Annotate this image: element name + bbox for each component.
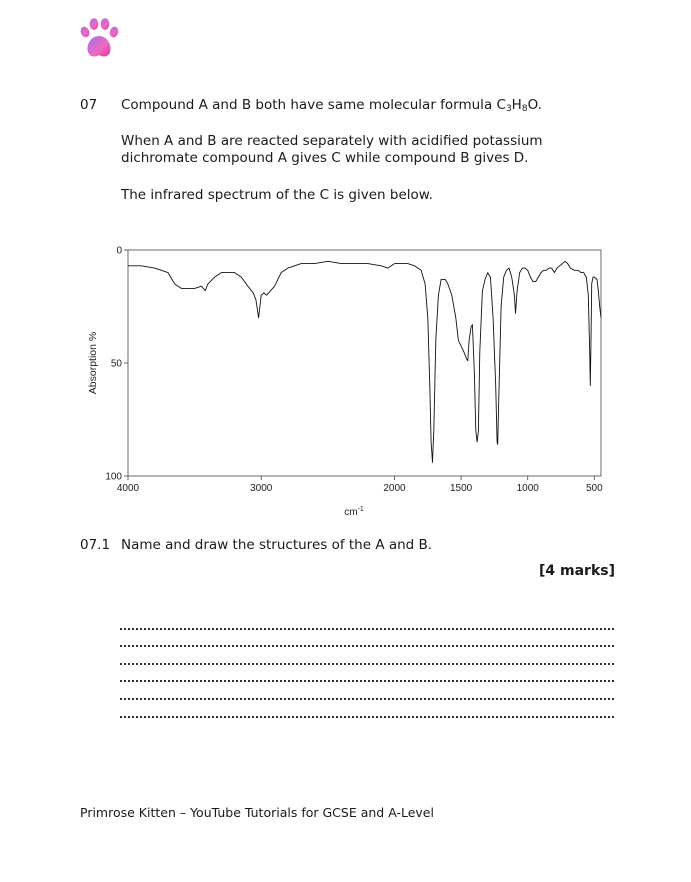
answer-line[interactable] bbox=[120, 647, 614, 665]
question-stem bbox=[121, 97, 591, 114]
y-axis-label: Absorption % bbox=[87, 331, 99, 395]
y-tick-label: 0 bbox=[116, 245, 122, 257]
question-paragraph-3: The infrared spectrum of the C is given below. bbox=[121, 187, 433, 203]
answer-line[interactable] bbox=[120, 630, 614, 648]
formula-h: H bbox=[511, 97, 522, 113]
question-stem-text: Compound A and B both have same molecular formula C bbox=[121, 97, 506, 113]
spectrum-line bbox=[128, 261, 601, 462]
question-number: 07 bbox=[80, 97, 98, 113]
subquestion-number: 07.1 bbox=[80, 537, 111, 553]
plot-frame bbox=[128, 250, 601, 476]
answer-line[interactable] bbox=[120, 682, 614, 700]
x-tick-label: 1500 bbox=[449, 483, 473, 494]
x-tick-label: 4000 bbox=[116, 483, 140, 494]
paw-print-logo-icon bbox=[76, 16, 122, 62]
answer-line[interactable] bbox=[120, 700, 614, 718]
x-axis-label-exponent: -1 bbox=[357, 506, 364, 513]
x-axis-label bbox=[344, 506, 364, 518]
x-axis-label-unit: cm bbox=[344, 507, 358, 518]
footer-text: Primrose Kitten – YouTube Tutorials for GCSE and A-Level bbox=[80, 805, 434, 820]
answer-area[interactable] bbox=[120, 612, 614, 718]
x-tick-label: 500 bbox=[585, 483, 603, 494]
x-tick-label: 2000 bbox=[383, 483, 406, 494]
y-axis-ticks bbox=[105, 246, 128, 483]
x-axis-ticks bbox=[117, 476, 603, 494]
formula-o: O. bbox=[527, 97, 542, 113]
formula-subscript-c: 3 bbox=[505, 104, 512, 114]
answer-line[interactable] bbox=[120, 665, 614, 683]
subquestion bbox=[80, 537, 432, 553]
ir-spectrum-chart bbox=[80, 240, 620, 525]
formula-subscript-h: 8 bbox=[521, 104, 528, 114]
x-tick-label: 3000 bbox=[250, 483, 273, 494]
answer-line[interactable] bbox=[120, 612, 614, 630]
marks-label: [4 marks] bbox=[539, 563, 615, 579]
y-tick-label: 100 bbox=[105, 471, 122, 483]
x-tick-label: 1000 bbox=[516, 483, 539, 494]
subquestion-text: Name and draw the structures of the A and B. bbox=[121, 537, 433, 553]
question-paragraph-2: When A and B are reacted separately with acidified potassium dichromate compound A gives C while compound B gives D. bbox=[121, 133, 543, 166]
y-tick-label: 50 bbox=[110, 358, 122, 370]
